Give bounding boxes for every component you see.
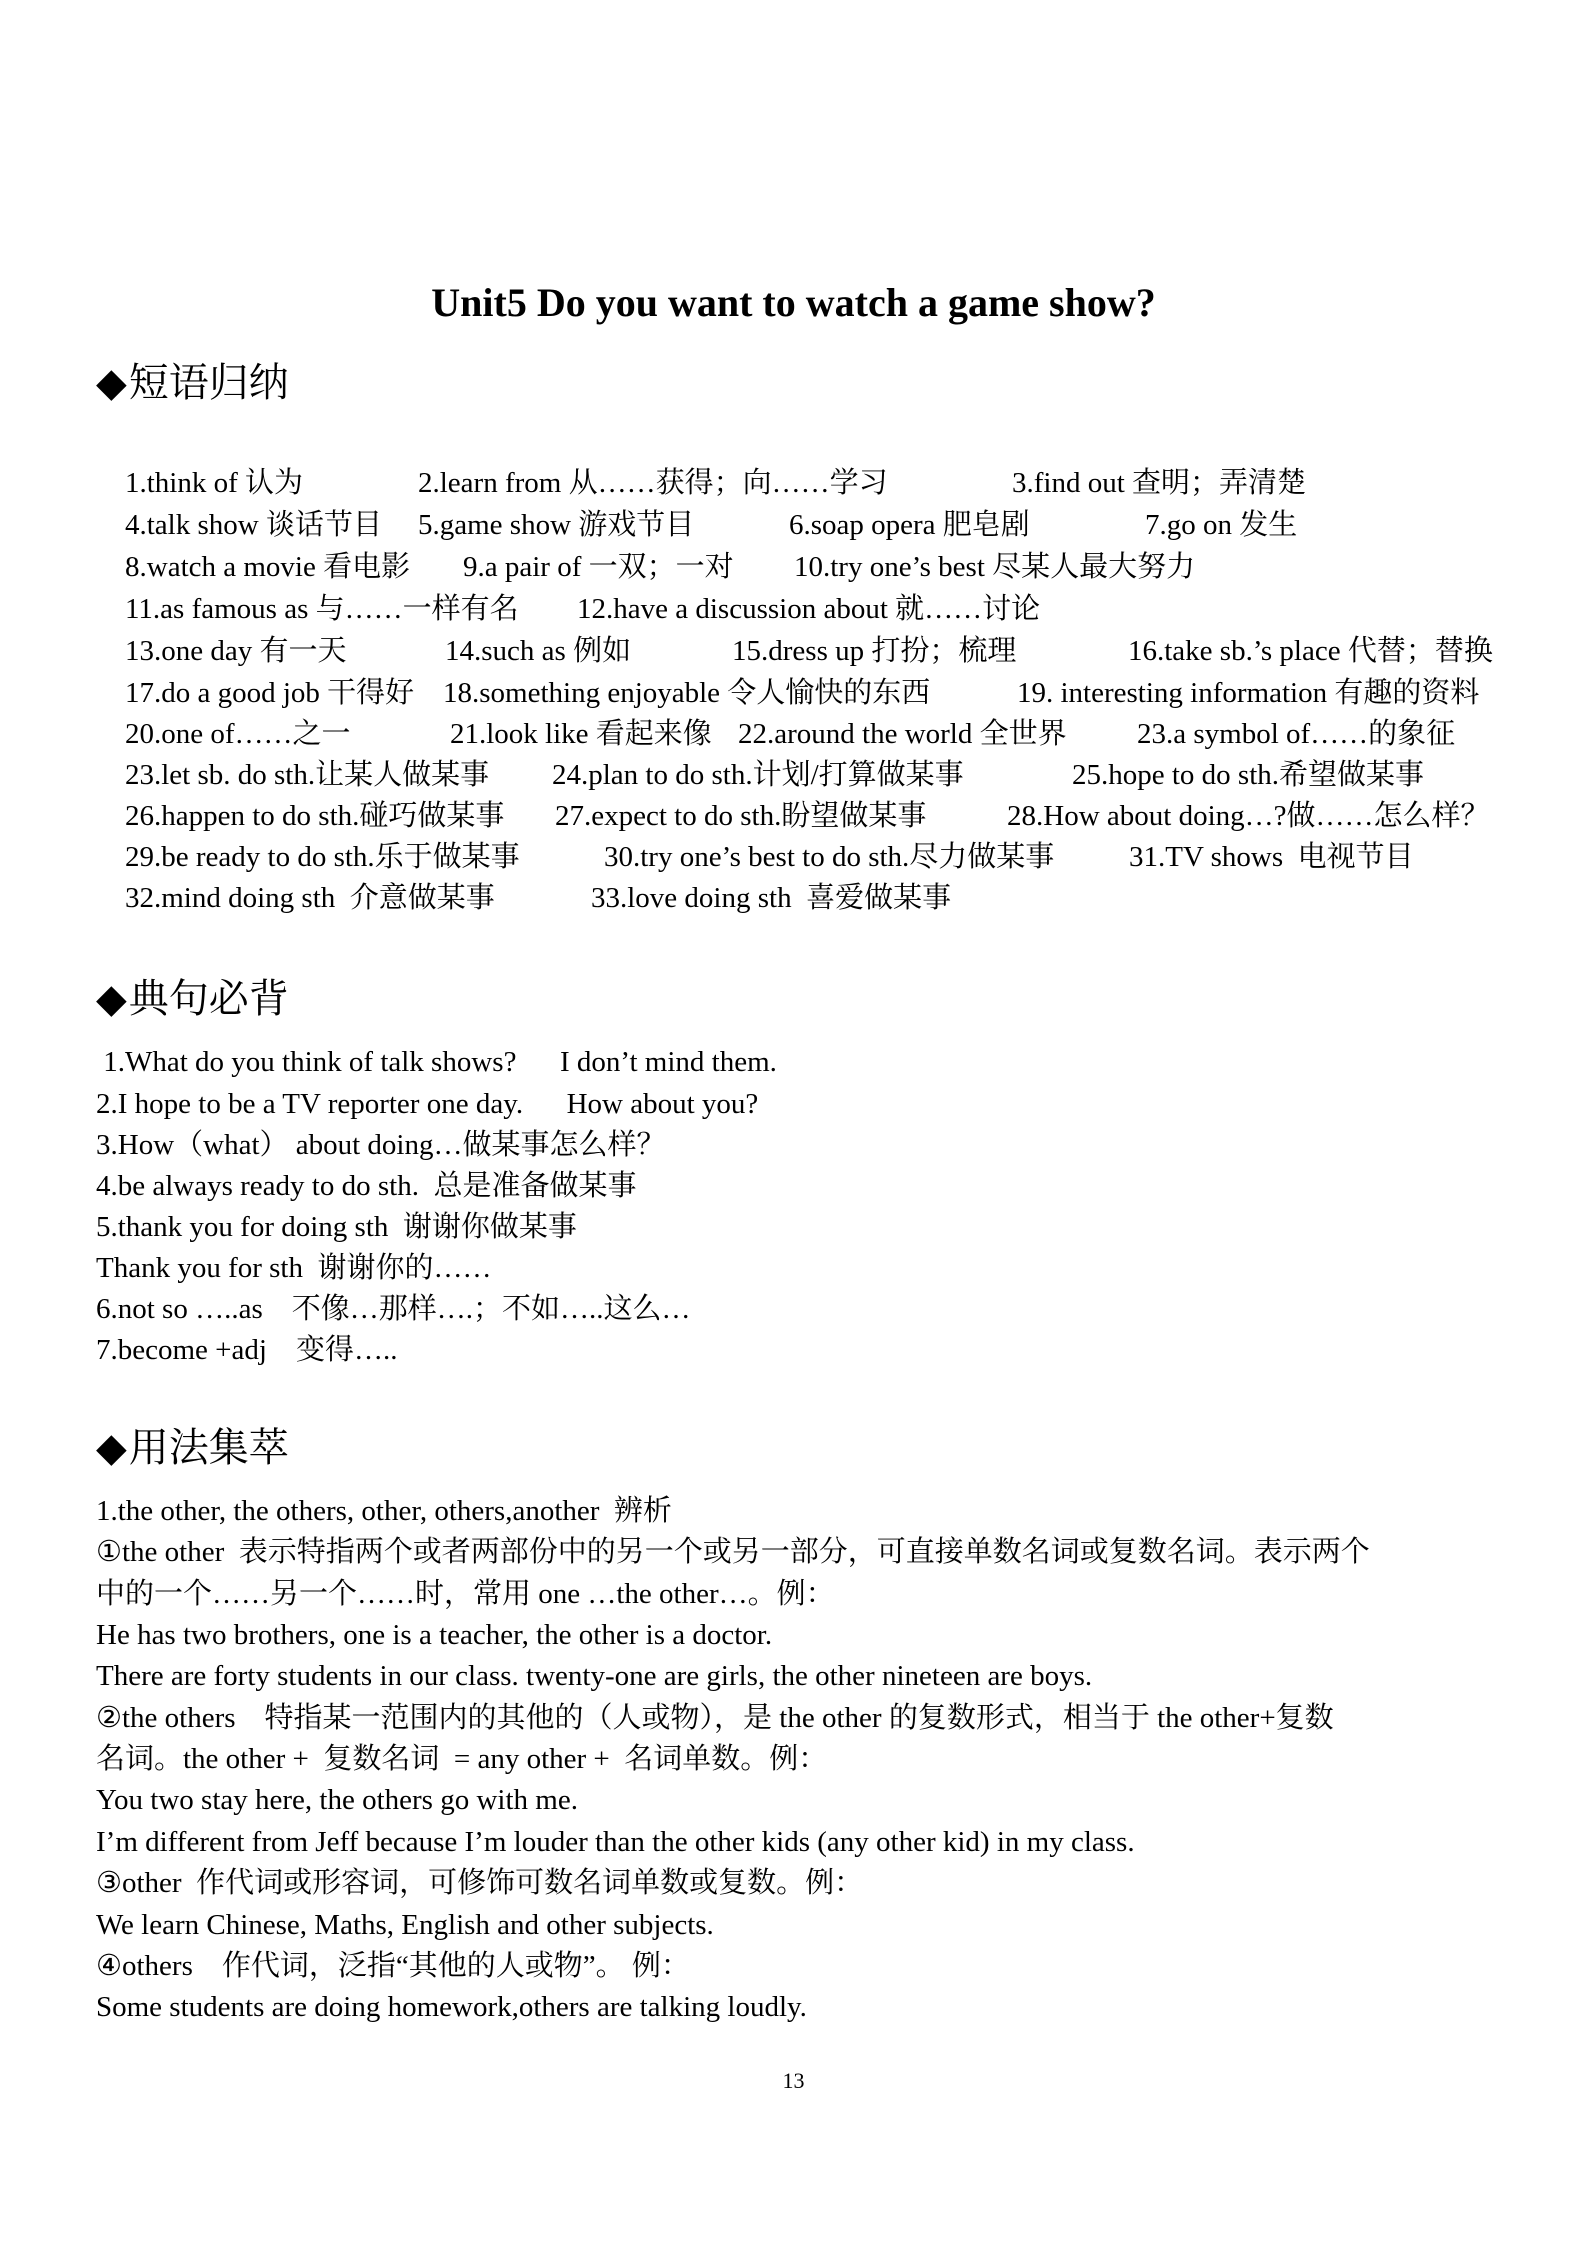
usage-line: ③other 作代词或形容词，可修饰可数名词单数或复数。例： — [96, 1867, 864, 1899]
diamond-bullet-icon: ◆ — [96, 1425, 127, 1471]
diamond-bullet-icon: ◆ — [96, 976, 127, 1022]
usage-line: Some students are doing homework,others are talking loudly. — [96, 1991, 807, 2023]
phrase-item: 18.something enjoyable 令人愉快的东西 — [443, 677, 931, 709]
phrase-item: 7.go on 发生 — [1145, 509, 1298, 541]
phrase-item: 32.mind doing sth 介意做某事 — [125, 882, 495, 914]
sentence-line: 6.not so …..as 不像…那样….；不如…..这么… — [96, 1293, 691, 1325]
usage-line: There are forty students in our class. twenty-one are girls, the other nineteen are boys. — [96, 1660, 1093, 1692]
phrase-item: 16.take sb.’s place 代替；替换 — [1128, 635, 1493, 667]
section-heading-usage — [96, 1423, 289, 1473]
phrase-item: 26.happen to do sth.碰巧做某事 — [125, 800, 505, 832]
sentence-line: 5.thank you for doing sth 谢谢你做某事 — [96, 1211, 577, 1243]
diamond-bullet-icon: ◆ — [96, 360, 127, 406]
phrase-item: 28.How about doing…?做……怎么样？ — [1007, 800, 1490, 832]
usage-line: You two stay here, the others go with me. — [96, 1784, 578, 1816]
sentence-line: 2.I hope to be a TV reporter one day. How about you? — [96, 1088, 759, 1120]
phrase-item: 6.soap opera 肥皂剧 — [789, 509, 1030, 541]
phrase-item: 20.one of……之一 — [125, 718, 351, 750]
phrase-item: 12.have a discussion about 就……讨论 — [577, 593, 1041, 625]
page-number: 13 — [782, 2068, 805, 2093]
phrase-item: 8.watch a movie 看电影 — [125, 551, 411, 583]
sentence-line: 3.How（what） about doing…做某事怎么样？ — [96, 1129, 666, 1161]
sentence-line: 1.What do you think of talk shows? I don’t mind them. — [96, 1046, 777, 1078]
phrase-item: 27.expect to do sth.盼望做某事 — [555, 800, 927, 832]
phrase-item: 19. interesting information 有趣的资料 — [1017, 677, 1480, 709]
phrase-item: 29.be ready to do sth.乐于做某事 — [125, 841, 520, 873]
phrase-item: 9.a pair of 一双；一对 — [463, 551, 734, 583]
usage-line: We learn Chinese, Maths, English and other subjects. — [96, 1909, 714, 1941]
phrase-item: 5.game show 游戏节目 — [418, 509, 695, 541]
phrase-item: 33.love doing sth 喜爱做某事 — [591, 882, 952, 914]
phrase-item: 22.around the world 全世界 — [738, 718, 1067, 750]
sentence-line: 4.be always ready to do sth. 总是准备做某事 — [96, 1170, 637, 1202]
usage-line: ④others 作代词，泛指“其他的人或物”。 例： — [96, 1950, 690, 1982]
usage-line: ②the others 特指某一范围内的其他的（人或物），是 the other 的复数形式，相当于 the other+复数 — [96, 1702, 1334, 1734]
phrase-item: 11.as famous as 与……一样有名 — [125, 593, 519, 625]
sentence-line: 7.become +adj 变得….. — [96, 1334, 398, 1366]
phrase-item: 23.a symbol of……的象征 — [1137, 718, 1456, 750]
phrase-item: 3.find out 查明；弄清楚 — [1012, 467, 1307, 499]
usage-line: I’m different from Jeff because I’m louder than the other kids (any other kid) in my class. — [96, 1826, 1135, 1858]
section-heading-label: 短语归纳 — [128, 360, 289, 406]
phrase-item: 24.plan to do sth.计划/打算做某事 — [552, 759, 964, 791]
phrase-item: 31.TV shows 电视节目 — [1129, 841, 1414, 873]
sentence-line: Thank you for sth 谢谢你的…… — [96, 1252, 492, 1284]
phrase-item: 4.talk show 谈话节目 — [125, 509, 382, 541]
section-heading-label: 典句必背 — [128, 976, 289, 1022]
usage-line: ①the other 表示特指两个或者两部份中的另一个或另一部分，可直接单数名词或复数名词。表示两个 — [96, 1536, 1370, 1568]
usage-line: 名词。the other + 复数名词 = any other + 名词单数。例： — [96, 1743, 828, 1775]
phrase-item: 1.think of 认为 — [125, 467, 304, 499]
phrase-item: 15.dress up 打扮；梳理 — [732, 635, 1017, 667]
phrase-item: 21.look like 看起来像 — [450, 718, 712, 750]
phrase-item: 10.try one’s best 尽某人最大努力 — [794, 551, 1196, 583]
phrase-line — [96, 841, 951, 955]
section-heading-sentences — [96, 974, 289, 1024]
section-heading-label: 用法集萃 — [128, 1425, 289, 1471]
section-heading-phrases — [96, 358, 289, 408]
phrase-item: 2.learn from 从……获得；向……学习 — [418, 467, 888, 499]
phrase-item: 14.such as 例如 — [445, 635, 632, 667]
phrase-item: 23.let sb. do sth.让某人做某事 — [125, 759, 490, 791]
document-title: Unit5 Do you want to watch a game show? — [431, 280, 1156, 325]
usage-line: 1.the other, the others, other, others,another 辨析 — [96, 1495, 672, 1527]
phrase-item: 30.try one’s best to do sth.尽力做某事 — [604, 841, 1055, 873]
usage-line: 中的一个……另一个……时，常用 one …the other…。例： — [96, 1578, 835, 1610]
phrase-item: 13.one day 有一天 — [125, 635, 347, 667]
phrase-item: 17.do a good job 干得好 — [125, 677, 415, 709]
phrase-item: 25.hope to do sth.希望做某事 — [1072, 759, 1425, 791]
usage-line: He has two brothers, one is a teacher, the other is a doctor. — [96, 1619, 773, 1651]
